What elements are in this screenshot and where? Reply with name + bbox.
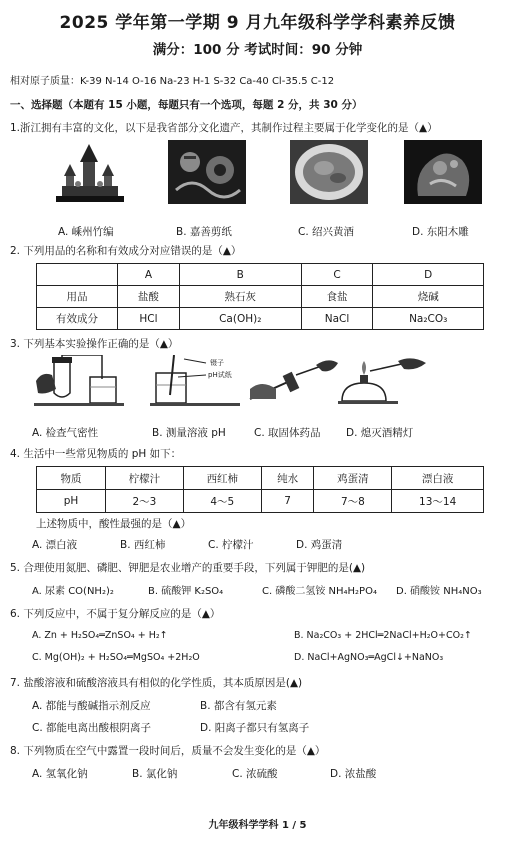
q3-stem: 3. 下列基本实验操作正确的是（▲）: [10, 338, 179, 350]
table-cell: 食盐: [301, 286, 373, 308]
q4-option-b[interactable]: B. 西红柿: [120, 539, 166, 551]
q4-option-c[interactable]: C. 柠檬汁: [208, 539, 254, 551]
table-cell: 漂白液: [392, 467, 484, 490]
q2-table: [36, 263, 484, 330]
q6-option-c[interactable]: C. Mg(OH)₂ + H₂SO₄═MgSO₄ +2H₂O: [32, 652, 200, 663]
q5-stem: 5. 合理使用氮肥、磷肥、钾肥是农业增产的重要手段，下列属于钾肥的是(▲): [10, 562, 366, 574]
table-cell: 2～3: [106, 490, 184, 513]
q1-image-bamboo: [50, 140, 128, 204]
table-cell: HCl: [118, 308, 180, 330]
q7-option-b[interactable]: B. 都含有氢元素: [200, 700, 277, 712]
q1-option-c[interactable]: C. 绍兴黄酒: [298, 226, 355, 238]
q8-option-d[interactable]: D. 浓盐酸: [330, 768, 377, 780]
q7-stem: 7. 盐酸溶液和硫酸溶液具有相似的化学性质，其本质原因是(▲): [10, 677, 303, 689]
table-row: [37, 286, 484, 308]
table-cell: 7: [261, 490, 314, 513]
table-cell: 纯水: [261, 467, 314, 490]
table-cell: 物质: [37, 467, 106, 490]
atomic-masses: 相对原子质量：K-39 N-14 O-16 Na-23 H-1 S-32 Ca-40 Cl-35.5 C-12: [10, 76, 335, 87]
exam-title: 2025 学年第一学期 9 月九年级科学学科素养反馈: [59, 13, 456, 33]
table-cell: 盐酸: [118, 286, 180, 308]
q1-option-d[interactable]: D. 东阳木雕: [412, 226, 469, 238]
table-cell: 13～14: [392, 490, 484, 513]
q5-option-c[interactable]: C. 磷酸二氢铵 NH₄H₂PO₄: [262, 586, 377, 597]
table-cell: A: [118, 264, 180, 286]
q1-option-b[interactable]: B. 嘉善剪纸: [176, 226, 232, 238]
q8-option-a[interactable]: A. 氢氧化钠: [32, 768, 88, 780]
table-cell: 西红柿: [183, 467, 261, 490]
table-cell: 有效成分: [37, 308, 118, 330]
table-cell: [37, 264, 118, 286]
q2-stem: 2. 下列用品的名称和有效成分对应错误的是（▲）: [10, 245, 242, 257]
table-cell: Ca(OH)₂: [179, 308, 301, 330]
q5-option-a[interactable]: A. 尿素 CO(NH₂)₂: [32, 586, 114, 597]
q3-image-ph-test: [148, 355, 243, 410]
q1-image-papercut: [168, 140, 246, 204]
table-cell: 熟石灰: [179, 286, 301, 308]
q1-image-wine: [290, 140, 368, 204]
q7-option-d[interactable]: D. 阳离子都只有氢离子: [200, 722, 310, 734]
table-cell: C: [301, 264, 373, 286]
q3-option-a[interactable]: A. 检查气密性: [32, 427, 99, 439]
q7-option-a[interactable]: A. 都能与酸碱指示剂反应: [32, 700, 151, 712]
table-cell: B: [179, 264, 301, 286]
q3-image-solid-reagent: [246, 355, 341, 410]
table-cell: D: [373, 264, 484, 286]
q6-option-d[interactable]: D. NaCl+AgNO₃═AgCl↓+NaNO₃: [294, 652, 444, 663]
q6-stem: 6. 下列反应中，不属于复分解反应的是（▲）: [10, 608, 221, 620]
q5-option-d[interactable]: D. 硝酸铵 NH₄NO₃: [396, 586, 482, 597]
q4-option-a[interactable]: A. 漂白液: [32, 539, 78, 551]
q4-question: 上述物质中，酸性最强的是（▲）: [36, 518, 192, 530]
q8-option-b[interactable]: B. 氯化钠: [132, 768, 178, 780]
ph-tweezers-label: 镊子: [210, 359, 224, 367]
q8-option-c[interactable]: C. 浓硫酸: [232, 768, 278, 780]
table-row: [37, 467, 484, 490]
table-cell: NaCl: [301, 308, 373, 330]
table-cell: 烧碱: [373, 286, 484, 308]
table-row: [37, 308, 484, 330]
q4-table: [36, 466, 484, 513]
q4-option-d[interactable]: D. 鸡蛋清: [296, 539, 343, 551]
q1-image-woodcarving: [404, 140, 482, 204]
table-cell: 4～5: [183, 490, 261, 513]
q6-option-a[interactable]: A. Zn + H₂SO₄═ZnSO₄ + H₂↑: [32, 630, 168, 641]
q3-image-airtight: [32, 355, 127, 410]
q8-stem: 8. 下列物质在空气中露置一段时间后，质量不会发生变化的是（▲）: [10, 745, 326, 757]
q3-option-b[interactable]: B. 测量溶液 pH: [152, 427, 226, 439]
table-cell: 用品: [37, 286, 118, 308]
q6-option-b[interactable]: B. Na₂CO₃ + 2HCl═2NaCl+H₂O+CO₂↑: [294, 630, 472, 641]
exam-subtitle: 满分：100 分 考试时间：90 分钟: [152, 42, 363, 58]
table-cell: Na₂CO₃: [373, 308, 484, 330]
table-cell: 柠檬汁: [106, 467, 184, 490]
q1-stem: 1.浙江拥有丰富的文化，以下是我省部分文化遗产，其制作过程主要属于化学变化的是（▲）: [10, 122, 438, 134]
q4-stem: 4. 生活中一些常见物质的 pH 如下：: [10, 448, 182, 460]
page-footer: 九年级科学学科 1 / 5: [208, 820, 307, 831]
q7-option-c[interactable]: C. 都能电离出酸根阴离子: [32, 722, 152, 734]
table-row: [37, 490, 484, 513]
table-cell: 鸡蛋清: [314, 467, 392, 490]
table-cell: 7～8: [314, 490, 392, 513]
q3-option-d[interactable]: D. 熄灭酒精灯: [346, 427, 414, 439]
q1-option-a[interactable]: A. 嵊州竹编: [58, 226, 114, 238]
q5-option-b[interactable]: B. 硫酸钾 K₂SO₄: [148, 586, 224, 597]
ph-paper-label: pH试纸: [208, 371, 232, 379]
table-row: [37, 264, 484, 286]
section-heading: 一、选择题（本题有 15 小题，每题只有一个选项，每题 2 分，共 30 分）: [10, 99, 363, 111]
q3-option-c[interactable]: C. 取固体药品: [254, 427, 321, 439]
q3-image-alcohol-lamp: [336, 355, 431, 410]
table-cell: pH: [37, 490, 106, 513]
